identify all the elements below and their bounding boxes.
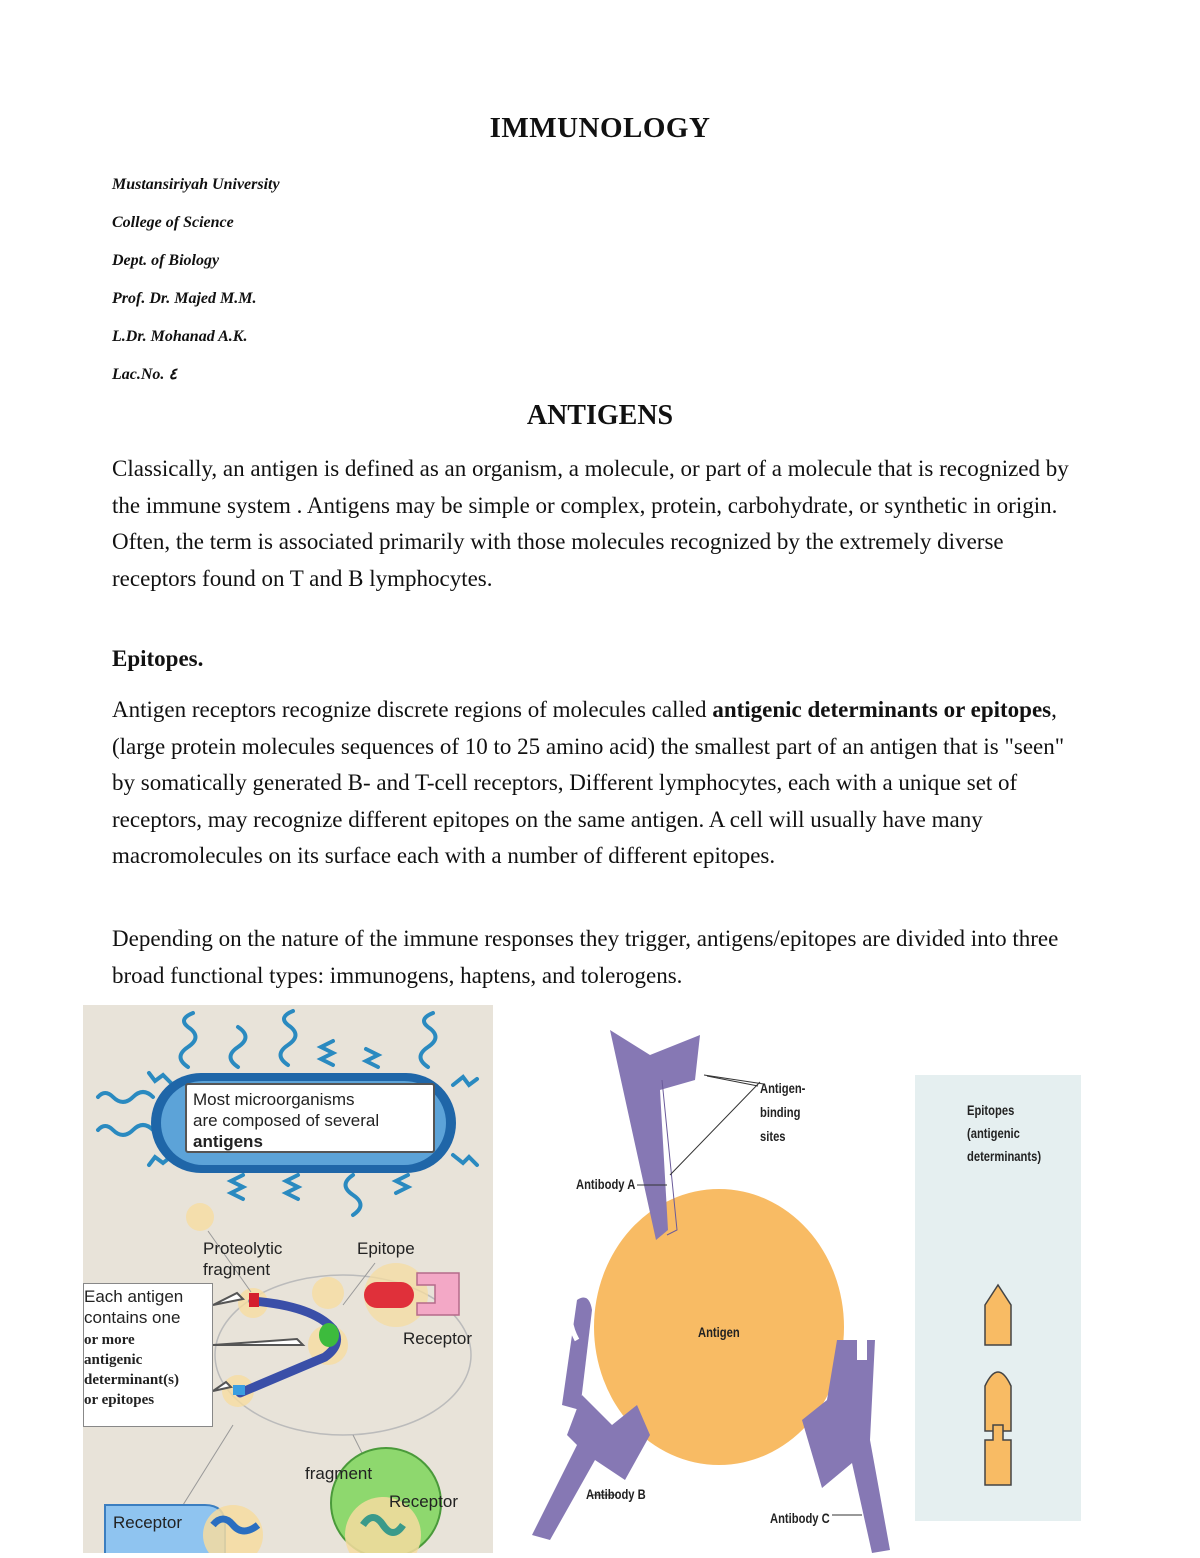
meta-department: Dept. of Biology — [112, 252, 220, 269]
meta-lecturer: L.Dr. Mohanad A.K. — [112, 328, 248, 345]
bubble-line-3: antigens — [193, 1132, 263, 1151]
fragment-label: fragment — [305, 1464, 373, 1483]
receptor-label-green: Receptor — [389, 1492, 458, 1511]
antigen-label: Antigen — [698, 1324, 740, 1340]
receptor-label-pink: Receptor — [403, 1329, 472, 1348]
binding-line-2: binding — [760, 1104, 801, 1120]
epitope-pointed-shape — [985, 1285, 1011, 1345]
figure-microorganism-antigens — [83, 1005, 493, 1553]
callout-line-6: or epitopes — [84, 1392, 155, 1408]
epitopes-rest: ,(large protein molecules sequences of 10 to 25 amino acid) the smallest part of an antigen that is "seen" by somatically generated B- and T-cell receptors, Different lymphocytes, each with a unique set of receptors, may recognize different epitopes on the same antigen. A cell will usually have many macromolecules on its surface each with a number of different epitopes. — [112, 697, 1065, 868]
antibody-c-label: Antibody C — [770, 1510, 830, 1526]
antibody-b-label: Antibody B — [586, 1486, 646, 1502]
meta-lecture-number: Lac.No. ٤ — [112, 366, 178, 383]
antibody-a-label: Antibody A — [576, 1176, 636, 1192]
meta-professor: Prof. Dr. Majed M.M. — [112, 290, 257, 307]
epitope-callout — [83, 1283, 213, 1427]
binding-line-3: sites — [760, 1128, 786, 1144]
proteolytic-line-1: Proteolytic — [203, 1239, 283, 1258]
callout-line-3: or more — [84, 1332, 135, 1348]
antigen-types-paragraph: Depending on the nature of the immune responses they trigger, antigens/epitopes are divided into three broad functional types: immunogens, haptens, and tolerogens. — [112, 926, 1059, 988]
page-title: IMMUNOLOGY — [489, 112, 711, 144]
callout-sans-text — [84, 1286, 183, 1328]
epitopes-bold-term: antigenic determinants or epitopes — [712, 697, 1052, 722]
callout-line-2: contains one — [84, 1308, 181, 1327]
bubble-line-1: Most microorganisms — [193, 1090, 355, 1109]
proteolytic-line-2: fragment — [203, 1260, 271, 1279]
bubble-text — [193, 1089, 379, 1152]
callout-line-1: Each antigen — [84, 1287, 184, 1306]
callout-line-5: determinant(s) — [84, 1372, 179, 1388]
receptor-label-blue: Receptor — [113, 1513, 182, 1532]
epitope-label: Epitope — [357, 1239, 415, 1258]
epitopes-paragraph — [112, 692, 1087, 875]
epitopes-label-line-3: determinants) — [967, 1148, 1042, 1164]
meta-college: College of Science — [112, 214, 234, 231]
epitope-notched-shape — [985, 1425, 1011, 1485]
meta-university: Mustansiriyah University — [112, 176, 280, 193]
intro-paragraph: Classically, an antigen is defined as an organism, a molecule, or part of a molecule that is recognized by the immune system . Antigens may be simple or complex, protein, carbohydrate, or synthetic in origin. Often, the term is associated primarily with those molecules recognized by the extremely diverse receptors found on T and B lymphocytes. — [112, 456, 1069, 591]
section-heading: ANTIGENS — [526, 400, 674, 431]
epitopes-lead: Antigen receptors recognize discrete regions of molecules called — [112, 697, 713, 722]
callout-line-4: antigenic — [84, 1352, 143, 1368]
epitope-rounded-shape — [985, 1372, 1011, 1431]
epitopes-label-line-2: (antigenic — [967, 1125, 1020, 1141]
document-meta — [112, 174, 280, 402]
microorganism-bubble — [185, 1083, 435, 1153]
callout-serif-text — [84, 1330, 179, 1410]
epitopes-label-line-1: Epitopes — [967, 1102, 1015, 1118]
antibody-antigen-illustration — [532, 1020, 902, 1553]
figure-epitope-shapes — [915, 1075, 1081, 1521]
proteolytic-label — [203, 1238, 282, 1280]
binding-line-1: Antigen- — [760, 1080, 806, 1096]
bubble-line-2: are composed of several — [193, 1111, 380, 1130]
figure-antibodies-antigen — [532, 1020, 902, 1553]
epitope-shapes — [915, 1075, 1081, 1521]
binding-sites-label — [760, 1076, 805, 1148]
epitopes-heading: Epitopes. — [112, 646, 204, 671]
